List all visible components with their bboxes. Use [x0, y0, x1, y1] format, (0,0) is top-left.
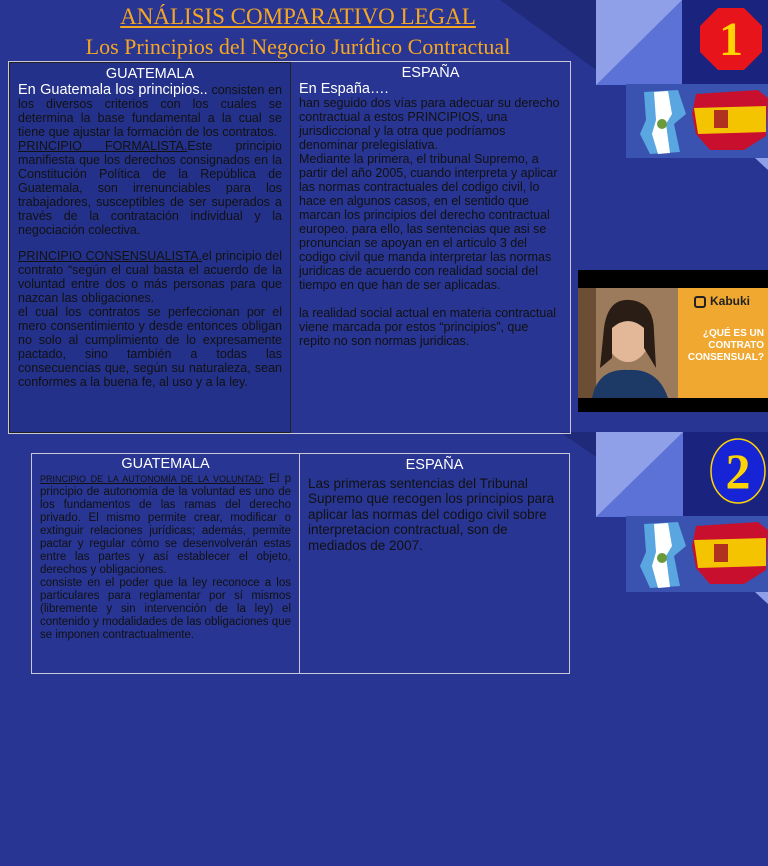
badge-one: [700, 8, 762, 70]
table2-right-header: ESPAÑA: [405, 457, 464, 473]
consensualista-more: el cual los contratos se perfeccionan por el mero consentimiento y desde entonces obligan no solo al cumplimiento de lo expresamente pactado, sino también a todas las consecuencias que, según su naturaleza, sean conformes a la buena fe, al uso y a la ley.: [18, 305, 282, 389]
autonomia-more: consiste en el poder que la ley reconoce a los particulares para reglamentar por sí mismos (libremente y sin intervención de la ley) el contenido y modalidades de las obligaciones que se imponen contractualmente.: [40, 577, 291, 641]
table1-spain-column: [291, 62, 570, 433]
page-title: ANÁLISIS COMPARATIVO LEGAL: [120, 4, 476, 29]
table2-spain-column: [300, 454, 569, 673]
person-photo-icon: [578, 288, 678, 398]
table1-left-header: GUATEMALA: [105, 66, 195, 82]
table1-right-header: ESPAÑA: [401, 65, 460, 81]
table1-intro-lead: En Guatemala los principios..: [18, 82, 208, 98]
spain-paragraph-1: han seguido dos vías para adecuar su derecho contractual a estos PRINCIPIOS, una jurisdiccional y la otra que podríamos denominar prelegislativa.: [299, 96, 560, 152]
table1-guatemala-column: [9, 62, 291, 433]
guatemala-spain-flags-icon: [626, 516, 768, 592]
table2-left-header: GUATEMALA: [121, 456, 210, 472]
formalista-label: PRINCIPIO FORMALISTA.: [18, 139, 188, 153]
kabuki-logo-icon: [694, 296, 706, 308]
flags-image-2: [626, 516, 768, 592]
spain-paragraph-3: la realidad social actual en materia contractual viene marcada por estos “principios”, que repito no son normas juridicas.: [299, 306, 557, 348]
guatemala-spain-flags-icon: [626, 84, 768, 158]
comparison-table-1: [8, 61, 571, 434]
video-thumbnail[interactable]: [578, 270, 768, 412]
table2-guatemala-column: [32, 454, 300, 673]
formalista-text: Este principio manifiesta que los derechos consignados en la Constitución Política de la República de Guatemala, son irrenunciables para los trabajadores, susceptibles de ser superados a través de la contratación individual y la negociación colectiva.: [18, 139, 282, 237]
spain-intro: En España….: [299, 81, 389, 97]
consensualista-text: el principio del contrato “según el cual basta el acuerdo de la voluntad entre dos o más personas para que nazcan las obligaciones.: [18, 249, 282, 305]
consensualista-label: PRINCIPIO CONSENSUALISTA.: [18, 249, 202, 263]
badge-one-number: 1: [719, 12, 743, 66]
page-subtitle: Los Principios del Negocio Jurídico Contractual: [85, 34, 511, 59]
table2-spain-text: Las primeras sentencias del Tribunal Supremo que recogen los principios para aplicar las normas del codigo civil sobre interpretacion contractual, son de mediados de 2007.: [308, 475, 555, 553]
comparison-table-2: [31, 453, 570, 674]
badge-two: [710, 438, 766, 504]
flags-image: [626, 84, 768, 158]
spain-paragraph-2: Mediante la primera, el tribunal Supremo, a partir del año 2005, cuando interpreta y aplicar las normas contractuales del codigo civil, lo hace en algunos casos, en el sentido que marcan los principios del derecho contractual europeo. para ello, las sentencias que asi se pronuncian se apoyan en el articulo 3 del codigo civil que manda interpretar las normas juridicas de acuerdo con realidad social del tiempo en que han de ser aplicadas.: [299, 152, 558, 292]
video-caption: ¿QUÉ ES UN CONTRATO CONSENSUAL?: [687, 328, 764, 363]
autonomia-label: PRINCIPIO DE LA AUTONOMÍA DE LA VOLUNTAD:: [40, 474, 264, 484]
table1-intro-rest: consisten en los diversos criterios con los cuales se determina la base fundamental a la cual se tiene que ajustar la formación de los contratos.: [18, 83, 282, 139]
autonomia-text: El p principio de autonomía de la voluntad es uno de los fundamentos de las ramas del derecho privado. El mismo permite crear, modificar o extinguir relaciones jurídicas; además, permite pactar y regular cómo se desenvolverán estas entre las partes y así establecer el objeto, derechos y obligaciones.: [40, 473, 291, 576]
badge-two-number: 2: [725, 443, 751, 499]
video-brand: Kabuki: [710, 294, 751, 308]
